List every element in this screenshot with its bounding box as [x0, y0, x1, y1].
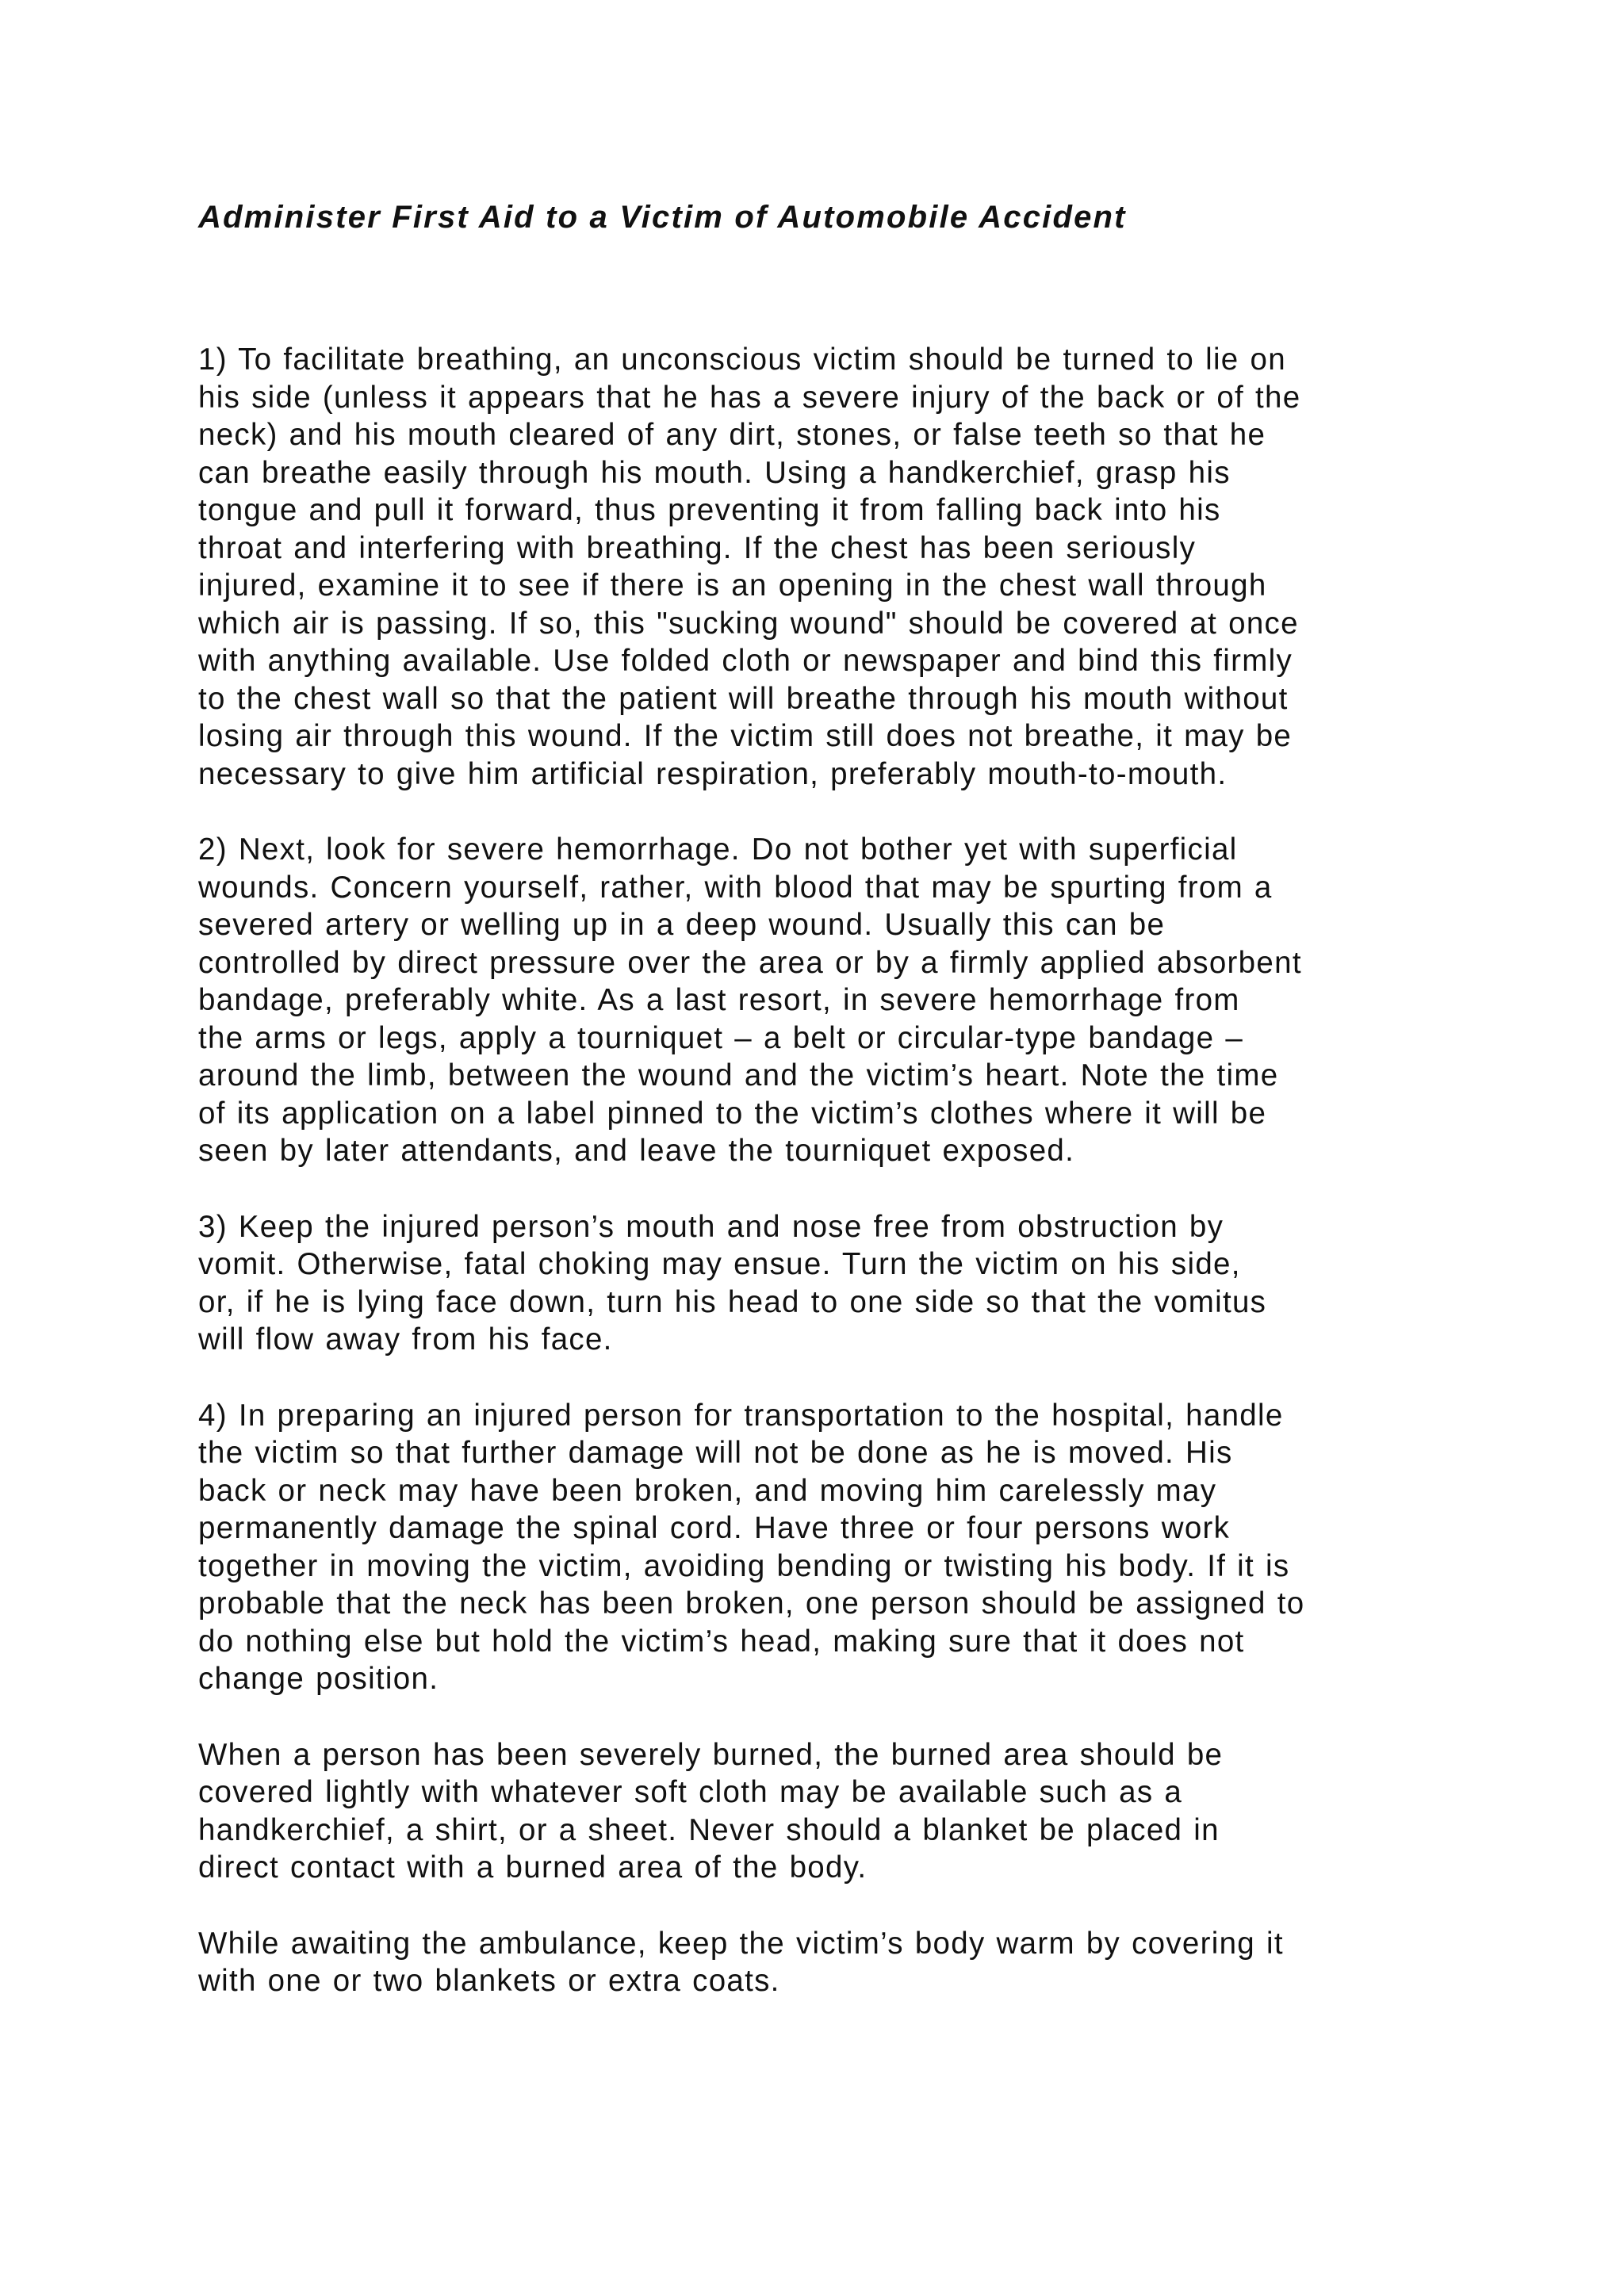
text-line: the arms or legs, apply a tourniquet – a belt or circular-type bandage –	[198, 1020, 1244, 1055]
text-line: do nothing else but hold the victim’s head, making sure that it does not	[198, 1624, 1245, 1659]
paragraph-hemorrhage	[198, 831, 1451, 1170]
text-line: back or neck may have been broken, and moving him carelessly may	[198, 1473, 1217, 1508]
document-body	[198, 341, 1451, 2038]
text-line: change position.	[198, 1662, 439, 1696]
text-line: which air is passing. If so, this "sucking wound" should be covered at once	[198, 606, 1299, 641]
text-line: probable that the neck has been broken, one person should be assigned to	[198, 1586, 1305, 1621]
text-line: 2) Next, look for severe hemorrhage. Do not bother yet with superficial	[198, 832, 1238, 867]
text-line: 3) Keep the injured person’s mouth and nose free from obstruction by	[198, 1209, 1224, 1244]
text-line: with one or two blankets or extra coats.	[198, 1964, 780, 1998]
text-line: of its application on a label pinned to the victim’s clothes where it will be	[198, 1096, 1267, 1131]
text-line: the victim so that further damage will not be done as he is moved. His	[198, 1436, 1233, 1470]
text-line: When a person has been severely burned, the burned area should be	[198, 1737, 1224, 1772]
paragraph-breathing	[198, 341, 1451, 793]
text-line: tongue and pull it forward, thus preventing it from falling back into his	[198, 493, 1221, 527]
text-line: to the chest wall so that the patient will breathe through his mouth without	[198, 681, 1289, 716]
text-line: severed artery or welling up in a deep wound. Usually this can be	[198, 908, 1166, 942]
text-line: bandage, preferably white. As a last resort, in severe hemorrhage from	[198, 983, 1240, 1017]
text-line: covered lightly with whatever soft cloth may be available such as a	[198, 1775, 1183, 1809]
text-line: can breathe easily through his mouth. Using a handkerchief, grasp his	[198, 455, 1231, 490]
text-line: permanently damage the spinal cord. Have three or four persons work	[198, 1511, 1231, 1545]
text-line: with anything available. Use folded cloth or newspaper and bind this firmly	[198, 644, 1293, 678]
paragraph-obstruction	[198, 1208, 1451, 1359]
document-title: Administer First Aid to a Victim of Automobile Accident	[198, 200, 1127, 235]
paragraph-transportation	[198, 1397, 1451, 1698]
text-line: neck) and his mouth cleared of any dirt, stones, or false teeth so that he	[198, 418, 1266, 452]
paragraph-warmth	[198, 1925, 1451, 2000]
text-line: wounds. Concern yourself, rather, with blood that may be spurting from a	[198, 870, 1273, 905]
text-line: necessary to give him artificial respiration, preferably mouth-to-mouth.	[198, 756, 1228, 791]
text-line: together in moving the victim, avoiding bending or twisting his body. If it is	[198, 1548, 1290, 1583]
text-line: vomit. Otherwise, fatal choking may ensue. Turn the victim on his side,	[198, 1247, 1241, 1281]
text-line: direct contact with a burned area of the body.	[198, 1850, 868, 1885]
paragraph-burns	[198, 1736, 1451, 1887]
text-line: seen by later attendants, and leave the tourniquet exposed.	[198, 1134, 1075, 1168]
text-line: will flow away from his face.	[198, 1322, 613, 1357]
text-line: 1) To facilitate breathing, an unconscious victim should be turned to lie on	[198, 342, 1286, 377]
text-line: While awaiting the ambulance, keep the victim’s body warm by covering it	[198, 1926, 1284, 1961]
text-line: losing air through this wound. If the victim still does not breathe, it may be	[198, 719, 1293, 753]
text-line: handkerchief, a shirt, or a sheet. Never should a blanket be placed in	[198, 1812, 1220, 1847]
text-line: his side (unless it appears that he has a severe injury of the back or of the	[198, 380, 1301, 415]
text-line: controlled by direct pressure over the area or by a firmly applied absorbent	[198, 945, 1302, 980]
text-line: around the limb, between the wound and the victim’s heart. Note the time	[198, 1058, 1279, 1093]
text-line: throat and interfering with breathing. If the chest has been seriously	[198, 530, 1197, 565]
text-line: injured, examine it to see if there is an opening in the chest wall through	[198, 568, 1267, 603]
text-line: 4) In preparing an injured person for transportation to the hospital, handle	[198, 1398, 1284, 1433]
text-line: or, if he is lying face down, turn his head to one side so that the vomitus	[198, 1284, 1267, 1319]
